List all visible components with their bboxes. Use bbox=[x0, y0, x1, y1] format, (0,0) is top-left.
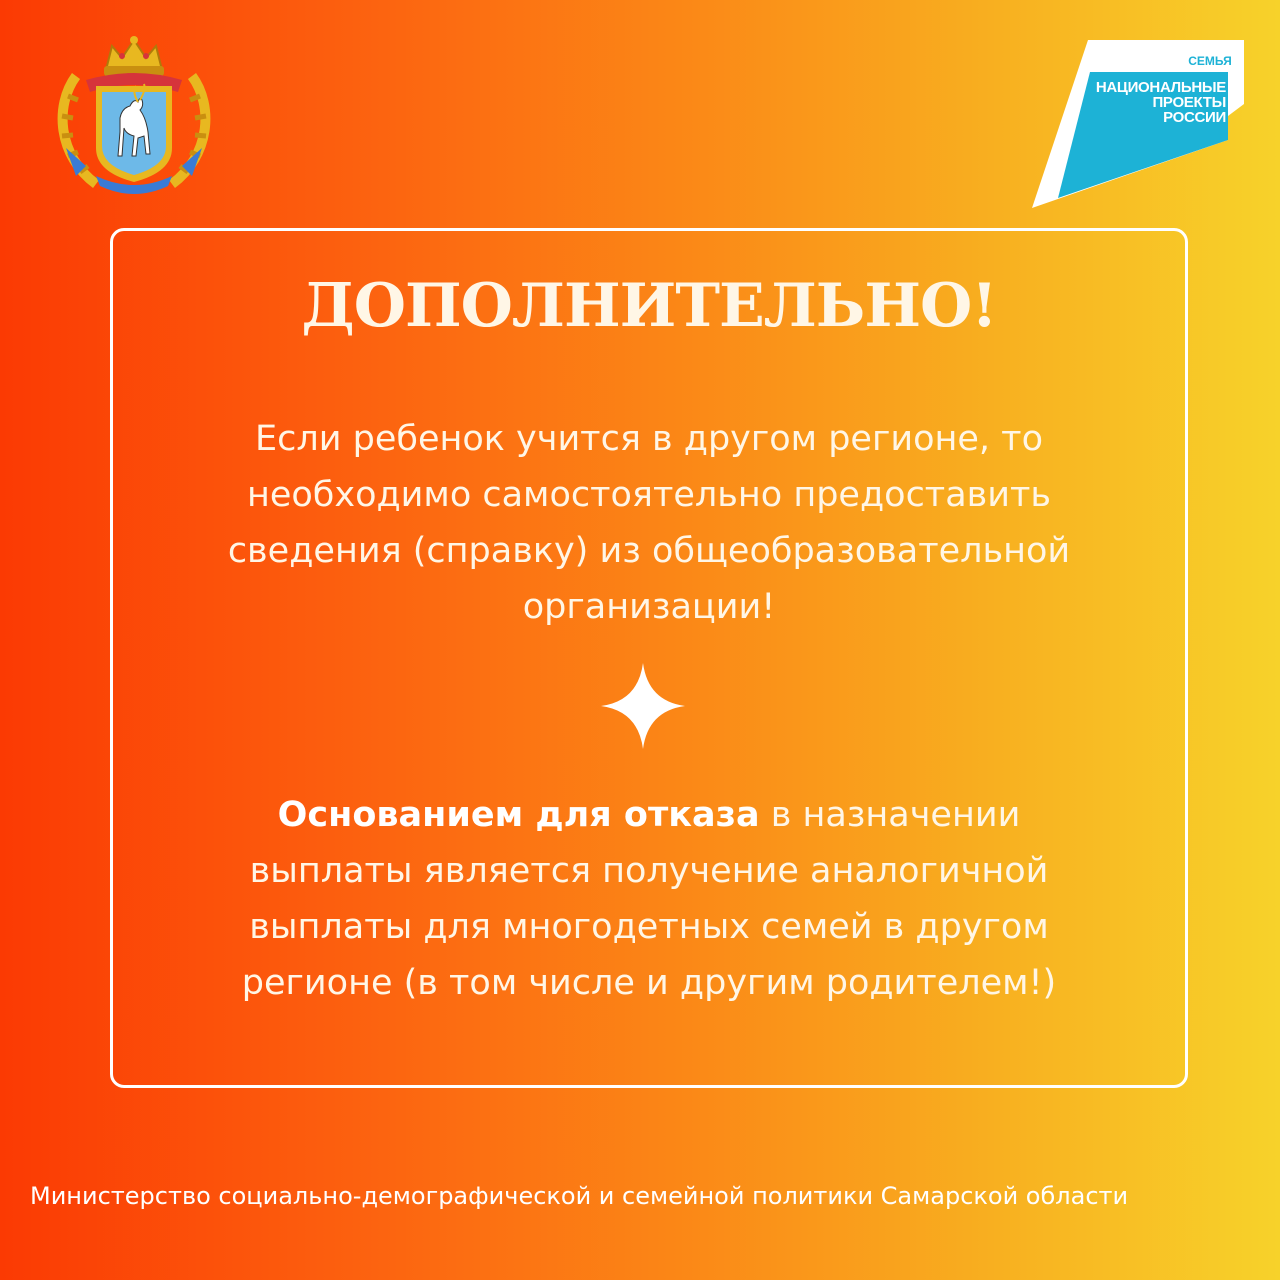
ministry-footer: Министерство социально-демографической и семейной политики Самарской области bbox=[30, 1182, 1129, 1210]
refusal-emphasis: Основанием для отказа bbox=[277, 795, 760, 835]
info-card bbox=[110, 228, 1188, 1088]
paragraph-line: организации! bbox=[522, 587, 776, 627]
paragraph-line-rest: в назначении bbox=[759, 795, 1021, 835]
paragraph-refusal-reason bbox=[133, 787, 1165, 1011]
paragraph-line bbox=[133, 787, 1165, 843]
logo-line: ПРОЕКТЫ bbox=[1152, 94, 1226, 111]
paragraph-line: сведения (справку) из общеобразовательной bbox=[227, 531, 1071, 571]
samara-coat-of-arms-icon bbox=[46, 36, 222, 196]
paragraph-line: Если ребенок учится в другом регионе, то bbox=[255, 419, 1043, 459]
paragraph-line: необходимо самостоятельно предоставить bbox=[246, 475, 1052, 515]
paragraph-line: выплаты является получение аналогичной bbox=[249, 851, 1049, 891]
logo-line: НАЦИОНАЛЬНЫЕ bbox=[1095, 79, 1226, 96]
paragraph-line: выплаты для многодетных семей в другом bbox=[249, 907, 1049, 947]
paragraph-line: регионе (в том числе и другим родителем!) bbox=[241, 963, 1057, 1003]
logo-family-label: СЕМЬЯ bbox=[1188, 54, 1232, 68]
logo-line: РОССИИ bbox=[1163, 109, 1226, 126]
logo-text bbox=[1090, 80, 1226, 125]
card-title: ДОПОЛНИТЕЛЬНО! bbox=[301, 271, 997, 341]
paragraph-study-region bbox=[133, 411, 1165, 635]
four-point-star-icon bbox=[601, 663, 685, 749]
national-projects-logo-icon bbox=[1028, 36, 1248, 212]
